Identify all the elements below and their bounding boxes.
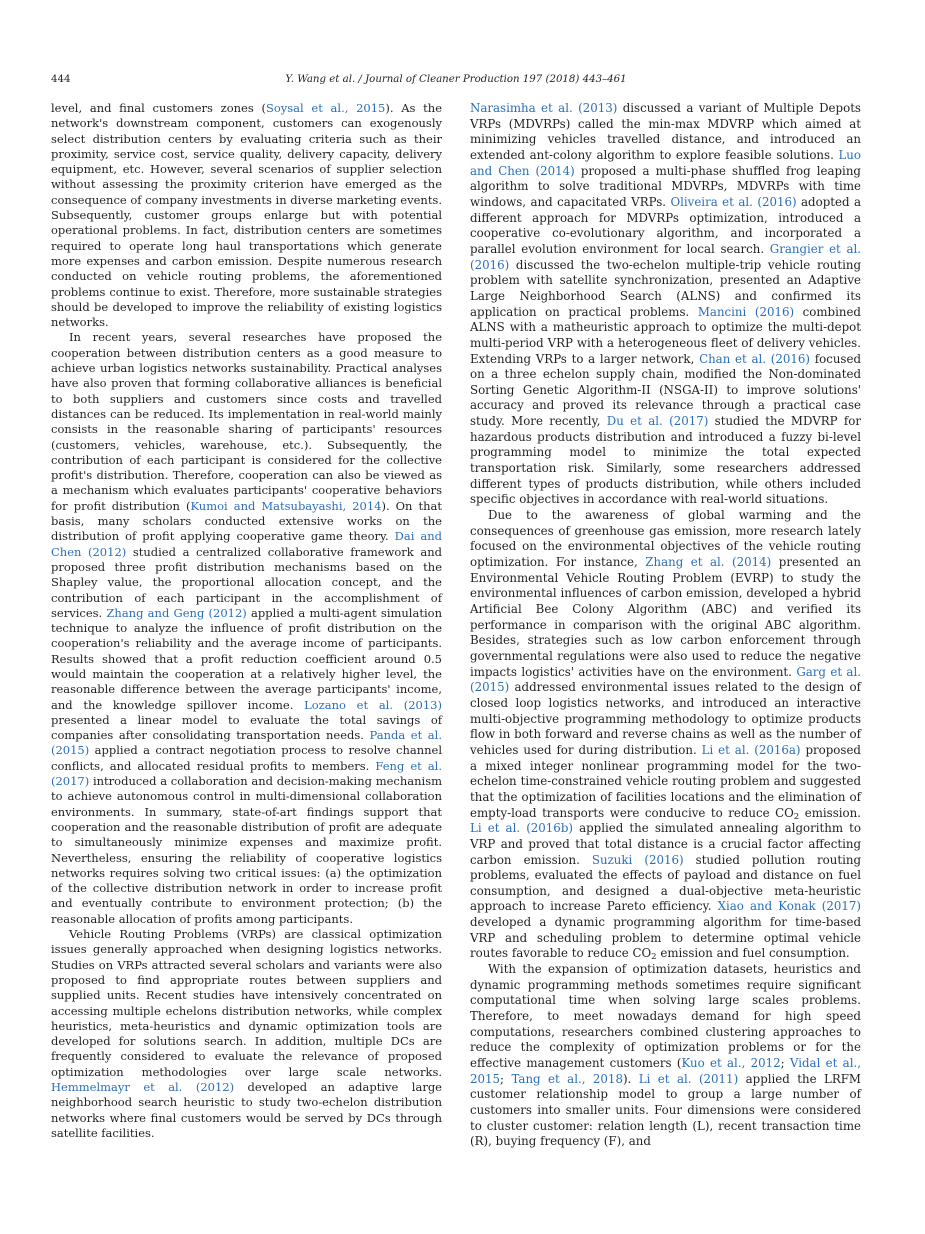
citation-link[interactable]: Lozano et al. (2013) [304, 697, 442, 712]
text-run: ). On that basis, many scholars conducted extensive works on the distribution of profit applying cooperative game theory. [51, 498, 442, 544]
citation-link[interactable]: Feng et al. (2017) [51, 758, 443, 789]
text-run: developed an adaptive large neighborhood search heuristic to study two-echelon distribution networks where final customers would be served by DCs through satellite facilities. [51, 1080, 442, 1140]
citation-link[interactable]: Li et al. (2016b) [470, 821, 573, 836]
paragraph-p2 [51, 330, 442, 927]
paragraph-p6 [470, 962, 861, 1150]
citation-link[interactable]: Suzuki (2016) [591, 852, 684, 867]
citation-link[interactable]: Soysal et al., 2015 [265, 101, 386, 115]
text-run: discussed the two-echelon multiple-trip vehicle routing problem with satellite synchronization, presented an Adaptive Large Neighborhood Search (ALNS) and confirmed its application on practical problems. [470, 257, 861, 319]
text-run: emission. [799, 805, 861, 820]
citation-link[interactable]: Grangier et al. (2016) [470, 241, 861, 272]
citation-link[interactable]: Kuo et al., 2012 [681, 1056, 781, 1071]
paragraph-p1 [51, 101, 442, 330]
text-run: In recent years, several researches have proposed the cooperation between distribution centers as a good measure to achieve urban logistics networks sustainability. Practical analyses have also proven that forming collaborative alliances is beneficial to both suppliers and customers since costs and travelled distances can be reduced. Its implementation in real-world mainly consists in the reasonable sharing of participants' resources (customers, vehicles, warehouse, etc.). Subsequently, the contribution of each participant is considered for the collective profit's distribution. Therefore, cooperation can also be viewed as a mechanism which evaluates participants' cooperative behaviors for profit distribution ( [51, 330, 442, 513]
citation-link[interactable]: Du et al. (2017) [606, 414, 709, 429]
citation-link[interactable]: Vidal et al., 2015 [470, 1056, 861, 1086]
citation-link[interactable]: Xiao and Konak (2017) [717, 899, 861, 914]
citation-link[interactable]: Oliveira et al. (2016) [670, 194, 797, 209]
citation-link[interactable]: Panda et al. (2015) [51, 728, 442, 758]
citation-link[interactable]: Chan et al. (2016) [699, 351, 811, 366]
text-run: ). [622, 1071, 639, 1086]
text-run: combined ALNS with a matheuristic approach to optimize the multi-depot multi-period VRP with a heterogeneous fleet of delivery vehicles. Extending VRPs to a larger network, [470, 304, 861, 366]
citation-link[interactable]: Zhang and Geng (2012) [106, 605, 247, 620]
text-run: introduced a collaboration and decision-making mechanism to achieve autonomous control in multi-dimensional collaboration environments. In summary, state-of-art findings support that cooperation and the reasonable distribution of profit are adequate to simultaneously minimize expenses and maximize profit. Nevertheless, ensuring the reliability of cooperative logistics networks requires solving two critical issues: (a) the optimization of the collective distribution network in order to increase profit and eventually contribute to environment protection; (b) the reasonable allocation of profits among participants. [51, 774, 442, 926]
citation-link[interactable]: Luo and Chen (2014) [470, 147, 861, 178]
subscript: 2 [793, 811, 800, 822]
text-run: Due to the awareness of global warming and the consequences of greenhouse gas emission, more research lately focused on the environmental objectives of the vehicle routing optimization. For instance, [470, 508, 861, 570]
text-run: proposed a mixed integer nonlinear programming model for the two-echelon time-constrained vehicle routing problem and suggested that the optimization of facilities locations and the elimination of empty-load transports were conducive to reduce CO [470, 742, 861, 820]
text-run: applied the LRFM customer relationship model to group a large number of customers into smaller units. Four dimensions were considered to cluster customer: relation length (L), recent transaction time (R), buying frequency (F), and [470, 1071, 861, 1149]
citation-link[interactable]: Garg et al. (2015) [470, 664, 861, 695]
text-run: studied the MDVRP for hazardous products distribution and introduced a fuzzy bi-level programming model to minimize the total expected transportation risk. Similarly, some researchers addressed different types of products distribution, while others included specific objectives in accordance with real-world situations. [470, 414, 861, 507]
citation-link[interactable]: Tang et al., 2018 [511, 1071, 623, 1086]
citation-link[interactable]: Li et al. (2011) [638, 1071, 739, 1086]
text-run: addressed environmental issues related to the design of closed loop logistics networks, and introduced an interactive multi-objective programming methodology to optimize products flow in both forward and reverse chains as well as the number of vehicles used for during distribution. [470, 680, 861, 757]
text-run: Vehicle Routing Problems (VRPs) are classical optimization issues generally approached when designing logistics networks. Studies on VRPs attracted several scholars and variants were also proposed to find appropriate routes between suppliers and supplied units. Recent studies have intensively concentrated on accessing multiple echelons distribution networks, while complex heuristics, meta-heuristics and dynamic optimization tools are developed for solutions search. In addition, multiple DCs are frequently considered to evaluate the relevance of proposed optimization methodologies over large scale networks. [51, 927, 442, 1079]
text-run: ; [780, 1056, 790, 1071]
citation-link[interactable]: Zhang et al. (2014) [645, 555, 772, 570]
running-title: Y. Wang et al. / Journal of Cleaner Production 197 (2018) 443–461 [285, 74, 627, 85]
text-run: focused on a three echelon supply chain, modified the Non-dominated Sorting Genetic Algorithm-II (NSGA-II) to improve solutions' accuracy and proved its relevance through a practical case study. More recently, [470, 351, 862, 429]
paragraph-p4 [470, 101, 861, 508]
citation-link[interactable]: Hemmelmayr et al. (2012) [51, 1080, 235, 1094]
text-run: proposed a multi-phase shuffled frog leaping algorithm to solve traditional MDVRPs, MDVRPs with time windows, and capacitated VRPs. [470, 163, 861, 209]
text-run: presented an Environmental Vehicle Routing Problem (EVRP) to study the environmental influences of carbon emission, developed a hybrid Artificial Bee Colony Algorithm (ABC) and verified its performance in comparison with the original ABC algorithm. Besides, strategies such as low carbon enforcement through governmental regulations were also used to reduce the negative impacts logistics' activities have on the environment. [470, 555, 861, 679]
citation-link[interactable]: Mancini (2016) [697, 304, 795, 319]
text-run: studied a centralized collaborative framework and proposed three profit distribution mechanisms based on the Shapley value, the proportional allocation concept, and the contribution of each participant in the accomplishment of services. [51, 544, 442, 620]
page-number: 444 [51, 74, 71, 85]
citation-link[interactable]: Li et al. (2016a) [701, 742, 801, 757]
text-run: applied the simulated annealing algorithm to VRP and proved that total distance is a crucial factor affecting carbon emission. [470, 821, 862, 867]
citation-link[interactable]: Dai and Chen (2012) [51, 529, 442, 559]
text-run: applied a contract negotiation process to resolve channel conflicts, and allocated residual profits to members. [51, 743, 442, 773]
text-run: emission and fuel consumption. [656, 946, 850, 961]
paragraph-p5 [470, 508, 861, 962]
subscript: 2 [651, 952, 657, 963]
text-run: developed a dynamic programming algorithm for time-based VRP and scheduling problem to determine optimal vehicle routes favorable to reduce CO [470, 915, 861, 961]
citation-link[interactable]: Kumoi and Matsubayashi, 2014 [190, 498, 382, 513]
right-column [470, 101, 861, 1150]
paragraph-p3 [51, 927, 442, 1141]
left-column [51, 101, 442, 1141]
text-run: With the expansion of optimization datasets, heuristics and dynamic programming methods sometimes require significant computational time when solving large scales problems. Therefore, to meet nowadays demand for high speed computations, researchers combined clustering approaches to reduce the complexity of optimization problems or for the effective management customers ( [470, 962, 861, 1071]
text-run: applied a multi-agent simulation technique to analyze the influence of profit distribution on the cooperation's reliability and the average income of participants. Results showed that a profit reduction coefficient around 0.5 would maintain the cooperation at a relatively higher level, the reasonable difference between the average participants' income, and the knowledge spillover income. [51, 605, 442, 712]
text-run: ; [500, 1071, 512, 1086]
text-run: level, and final customers zones ( [51, 101, 266, 115]
citation-link[interactable]: Narasimha et al. (2013) [470, 101, 618, 115]
page-header [51, 72, 861, 88]
text-run: adopted a different approach for MDVRPs optimization, introduced a cooperative co-evolutionary algorithm, and incorporated a parallel evolution environment for local search. [470, 194, 861, 256]
text-run: studied pollution routing problems, evaluated the effects of payload and distance on fuel consumption, and designed a dual-objective meta-heuristic approach to increase Pareto efficiency. [470, 852, 861, 914]
text-run: ). As the network's downstream component, customers can exogenously select distribution centers by evaluating criteria such as their proximity, service cost, service quality, delivery capacity, delivery equipment, etc. However, several scenarios of supplier selection without assessing the proximity criterion have emerged as the consequence of company investments in diverse marketing events. Subsequently, customer groups enlarge but with potential operational problems. In fact, distribution centers are sometimes required to operate long haul transportations which generate more expenses and carbon emission. Despite numerous research conducted on vehicle routing problems, the aforementioned problems continue to exist. Therefore, more sustainable strategies should be developed to improve the reliability of existing logistics networks. [51, 101, 442, 330]
text-run: presented a linear model to evaluate the total savings of companies after consolidating transportation needs. [51, 712, 442, 743]
text-run: discussed a variant of Multiple Depots VRPs (MDVRPs) called the min-max MDVRP which aimed at minimizing vehicles travelled distance, and introduced an extended ant-colony algorithm to explore feasible solutions. [470, 101, 861, 162]
